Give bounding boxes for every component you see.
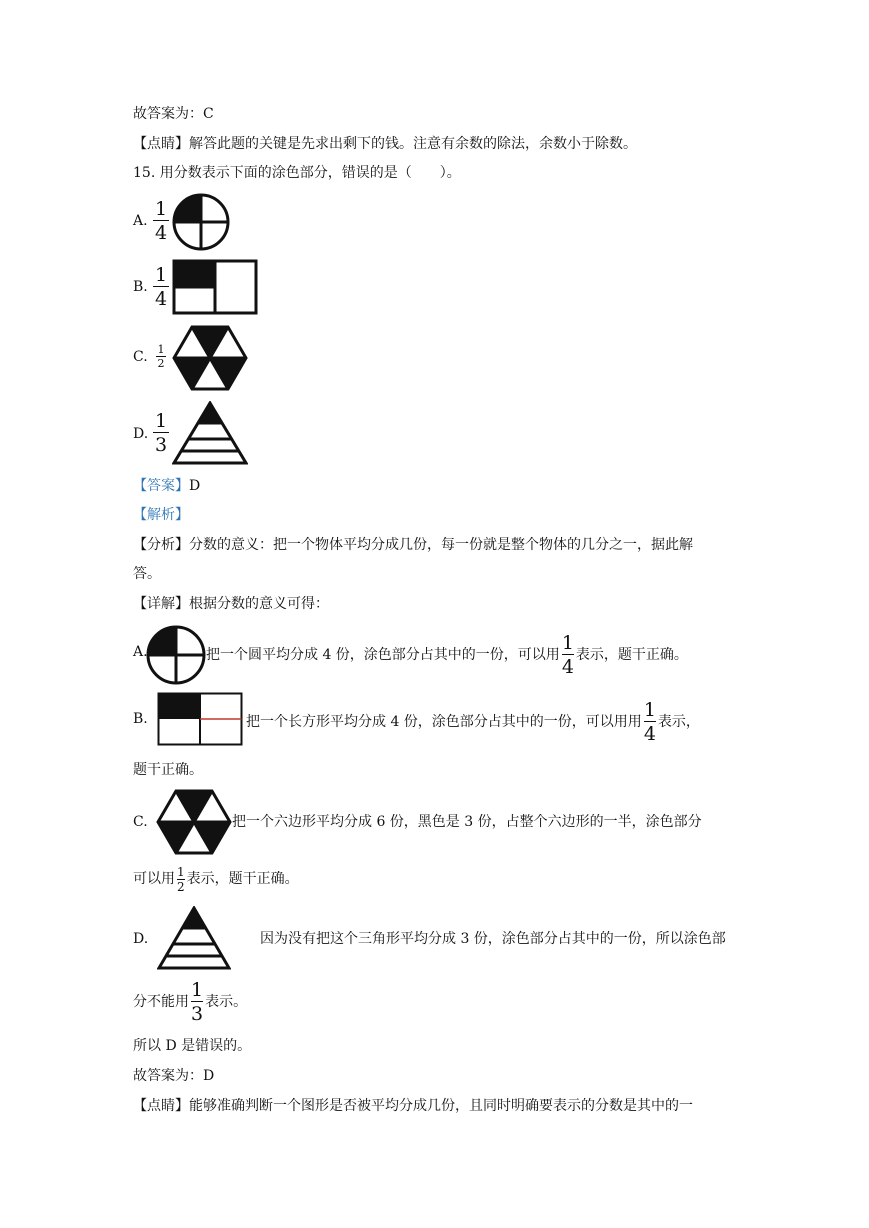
option-b-fraction — [153, 265, 169, 309]
numerator: 1 — [154, 264, 168, 286]
numerator: 1 — [177, 864, 185, 879]
fraction-bar — [562, 654, 574, 655]
detail-b-after: 表示， — [657, 714, 700, 730]
option-b-label: B. — [133, 279, 148, 295]
fraction-bar — [191, 1001, 203, 1002]
detail-b-before: 把一个长方形平均分成 4 份，涂色部分占其中的一份，可以用用 — [246, 714, 642, 730]
comment-tag: 【点睛】 — [133, 136, 189, 152]
detail-c-label: C. — [133, 814, 148, 830]
option-d-fraction — [153, 411, 169, 455]
fenxi-text: 分数的意义：把一个物体平均分成几份，每一份就是整个物体的几分之一，据此解 — [189, 537, 693, 553]
denominator: 4 — [154, 288, 168, 310]
numerator: 1 — [643, 699, 656, 721]
final-answer-line: 故答案为：D — [133, 1068, 215, 1084]
fraction-bar — [644, 721, 656, 722]
denominator: 2 — [157, 357, 165, 370]
fenxi-tag: 【分析】 — [133, 537, 189, 553]
numerator: 1 — [157, 343, 165, 356]
denominator: 3 — [154, 434, 168, 456]
xiangjie-tag: 【详解】 — [133, 596, 189, 612]
detail-b-text — [246, 700, 700, 744]
comment-text: 解答此题的关键是先求出剩下的钱。注意有余数的除法，余数小于除数。 — [189, 136, 637, 152]
numerator: 1 — [154, 198, 168, 220]
question-number: 15. — [133, 165, 156, 181]
fraction-bar — [153, 286, 169, 287]
fraction-bar — [153, 432, 169, 433]
option-c-fraction — [156, 344, 166, 369]
detail-circle-figure — [146, 625, 206, 685]
denominator: 4 — [561, 656, 574, 678]
detail-a-text — [206, 633, 688, 677]
prev-comment — [133, 134, 637, 154]
detail-rectangle-figure — [157, 692, 243, 746]
rectangle-quarter-figure — [172, 259, 258, 315]
triangle-figure — [172, 401, 248, 465]
numerator: 1 — [154, 410, 168, 432]
detail-b-label: B. — [133, 711, 148, 727]
answer-line — [133, 476, 200, 496]
fenxi-line1 — [133, 535, 693, 555]
hexagon-figure — [172, 325, 248, 391]
detail-a-label: A. — [133, 644, 148, 660]
numerator: 1 — [191, 979, 204, 1001]
option-d-label: D. — [133, 426, 149, 442]
detail-a-before: 把一个圆平均分成 4 份，涂色部分占其中的一份，可以用 — [206, 647, 560, 663]
prev-answer-line: 故答案为：C — [133, 106, 214, 122]
detail-triangle-figure — [157, 906, 231, 970]
answer-value: D — [189, 478, 201, 494]
numerator: 1 — [561, 632, 574, 654]
fraction-bar — [153, 220, 169, 221]
analysis-tag: 【解析】 — [133, 507, 189, 523]
answer-tag: 【答案】 — [133, 478, 189, 494]
conclusion-line: 所以 D 是错误的。 — [133, 1038, 252, 1054]
denominator: 3 — [191, 1003, 204, 1025]
detail-c-fraction — [177, 866, 185, 893]
final-comment-tag: 【点睛】 — [133, 1098, 189, 1114]
xiangjie-text: 根据分数的意义可得： — [189, 596, 329, 612]
detail-c-before: 可以用 — [133, 871, 175, 887]
xiangjie-line — [133, 594, 329, 614]
detail-d-text1: 因为没有把这个三角形平均分成 3 份，涂色部分占其中的一份，所以涂色部 — [260, 931, 726, 947]
detail-b-line2: 题干正确。 — [133, 762, 203, 778]
denominator: 4 — [154, 222, 168, 244]
option-a-fraction — [153, 199, 169, 243]
detail-a-fraction — [562, 633, 574, 677]
option-a-label: A. — [133, 213, 148, 229]
detail-hexagon-figure — [156, 789, 232, 855]
detail-d-fraction — [191, 980, 203, 1024]
detail-d-label: D. — [133, 931, 149, 947]
detail-d-before: 分不能用 — [133, 994, 189, 1010]
detail-c-line2 — [133, 862, 299, 896]
final-comment-text: 能够准确判断一个图形是否被平均分成几份，且同时明确要表示的分数是其中的一 — [189, 1098, 693, 1114]
final-comment-line — [133, 1096, 693, 1116]
question-15 — [133, 163, 461, 183]
detail-c-after: 表示，题干正确。 — [186, 871, 299, 887]
detail-a-after: 表示，题干正确。 — [575, 647, 688, 663]
detail-d-line2 — [133, 980, 247, 1024]
option-c-label: C. — [133, 349, 148, 365]
denominator: 2 — [177, 879, 185, 894]
detail-c-text1: 把一个六边形平均分成 6 份，黑色是 3 份，占整个六边形的一半，涂色部分 — [232, 814, 702, 830]
question-text: 用分数表示下面的涂色部分，错误的是（ ）。 — [159, 165, 461, 181]
detail-d-after: 表示。 — [205, 994, 248, 1010]
circle-quarter-figure — [172, 193, 230, 251]
denominator: 4 — [643, 723, 656, 745]
fenxi-line2: 答。 — [133, 566, 161, 582]
detail-b-fraction — [644, 700, 656, 744]
